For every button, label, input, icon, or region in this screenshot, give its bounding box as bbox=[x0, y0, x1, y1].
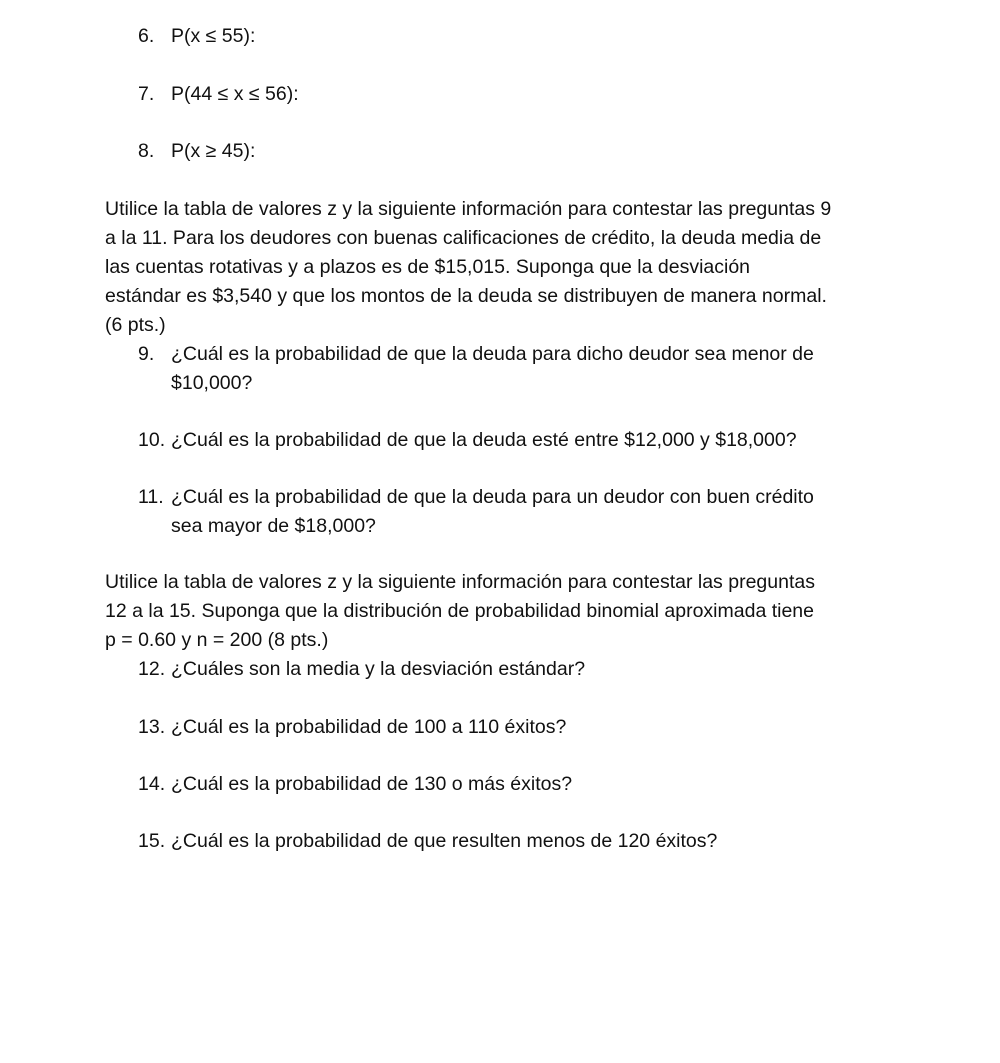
question-line bbox=[138, 827, 958, 856]
question-number: 12. bbox=[138, 658, 166, 680]
question-line bbox=[138, 655, 958, 684]
section-2-intro bbox=[105, 568, 925, 655]
question-number: 13. bbox=[138, 716, 166, 738]
question-number: 11. bbox=[138, 486, 164, 508]
question-text: ¿Cuál es la probabilidad de 100 a 110 éxitos? bbox=[171, 716, 567, 738]
question-line bbox=[138, 713, 958, 742]
question-line bbox=[138, 483, 958, 512]
question-text: P(44 ≤ x ≤ 56): bbox=[171, 83, 299, 105]
question-13 bbox=[138, 713, 958, 742]
question-text-continued: $10,000? bbox=[171, 372, 253, 394]
question-15 bbox=[138, 827, 958, 856]
question-text: ¿Cuál es la probabilidad de 130 o más éxitos? bbox=[171, 773, 573, 795]
question-11 bbox=[138, 483, 958, 541]
question-text-continued: sea mayor de $18,000? bbox=[171, 515, 376, 537]
question-12 bbox=[138, 655, 958, 684]
intro-line: (6 pts.) bbox=[105, 314, 166, 336]
question-number: 10. bbox=[138, 429, 166, 451]
intro-line: Utilice la tabla de valores z y la siguiente información para contestar las preguntas bbox=[105, 571, 815, 593]
intro-line: estándar es $3,540 y que los montos de la deuda se distribuyen de manera normal. bbox=[105, 285, 827, 307]
question-9 bbox=[138, 340, 958, 398]
question-number: 6. bbox=[138, 25, 155, 47]
question-line bbox=[138, 426, 958, 455]
question-text: ¿Cuál es la probabilidad de que la deuda para un deudor con buen crédito bbox=[171, 486, 814, 508]
question-number: 8. bbox=[138, 140, 155, 162]
question-14 bbox=[138, 770, 958, 799]
intro-line: p = 0.60 y n = 200 (8 pts.) bbox=[105, 629, 329, 651]
question-text: ¿Cuál es la probabilidad de que la deuda esté entre $12,000 y $18,000? bbox=[171, 429, 797, 451]
question-number: 9. bbox=[138, 343, 155, 365]
question-text: P(x ≤ 55): bbox=[171, 25, 256, 47]
question-10 bbox=[138, 426, 958, 455]
question-text: ¿Cuál es la probabilidad de que resulten menos de 120 éxitos? bbox=[171, 830, 718, 852]
intro-line: Utilice la tabla de valores z y la siguiente información para contestar las preguntas 9 bbox=[105, 198, 832, 220]
intro-line: 12 a la 15. Suponga que la distribución de probabilidad binomial aproximada tiene bbox=[105, 600, 814, 622]
question-7 bbox=[138, 80, 299, 109]
question-line bbox=[138, 770, 958, 799]
section-1-intro bbox=[105, 195, 925, 340]
question-number: 15. bbox=[138, 830, 166, 852]
question-text: P(x ≥ 45): bbox=[171, 140, 256, 162]
question-text: ¿Cuáles son la media y la desviación estándar? bbox=[171, 658, 586, 680]
question-8 bbox=[138, 137, 255, 166]
question-text: ¿Cuál es la probabilidad de que la deuda para dicho deudor sea menor de bbox=[171, 343, 814, 365]
question-number: 14. bbox=[138, 773, 166, 795]
question-number: 7. bbox=[138, 83, 155, 105]
intro-line: a la 11. Para los deudores con buenas calificaciones de crédito, la deuda media de bbox=[105, 227, 822, 249]
question-line bbox=[138, 340, 958, 369]
question-6 bbox=[138, 22, 255, 51]
intro-line: las cuentas rotativas y a plazos es de $15,015. Suponga que la desviación bbox=[105, 256, 751, 278]
